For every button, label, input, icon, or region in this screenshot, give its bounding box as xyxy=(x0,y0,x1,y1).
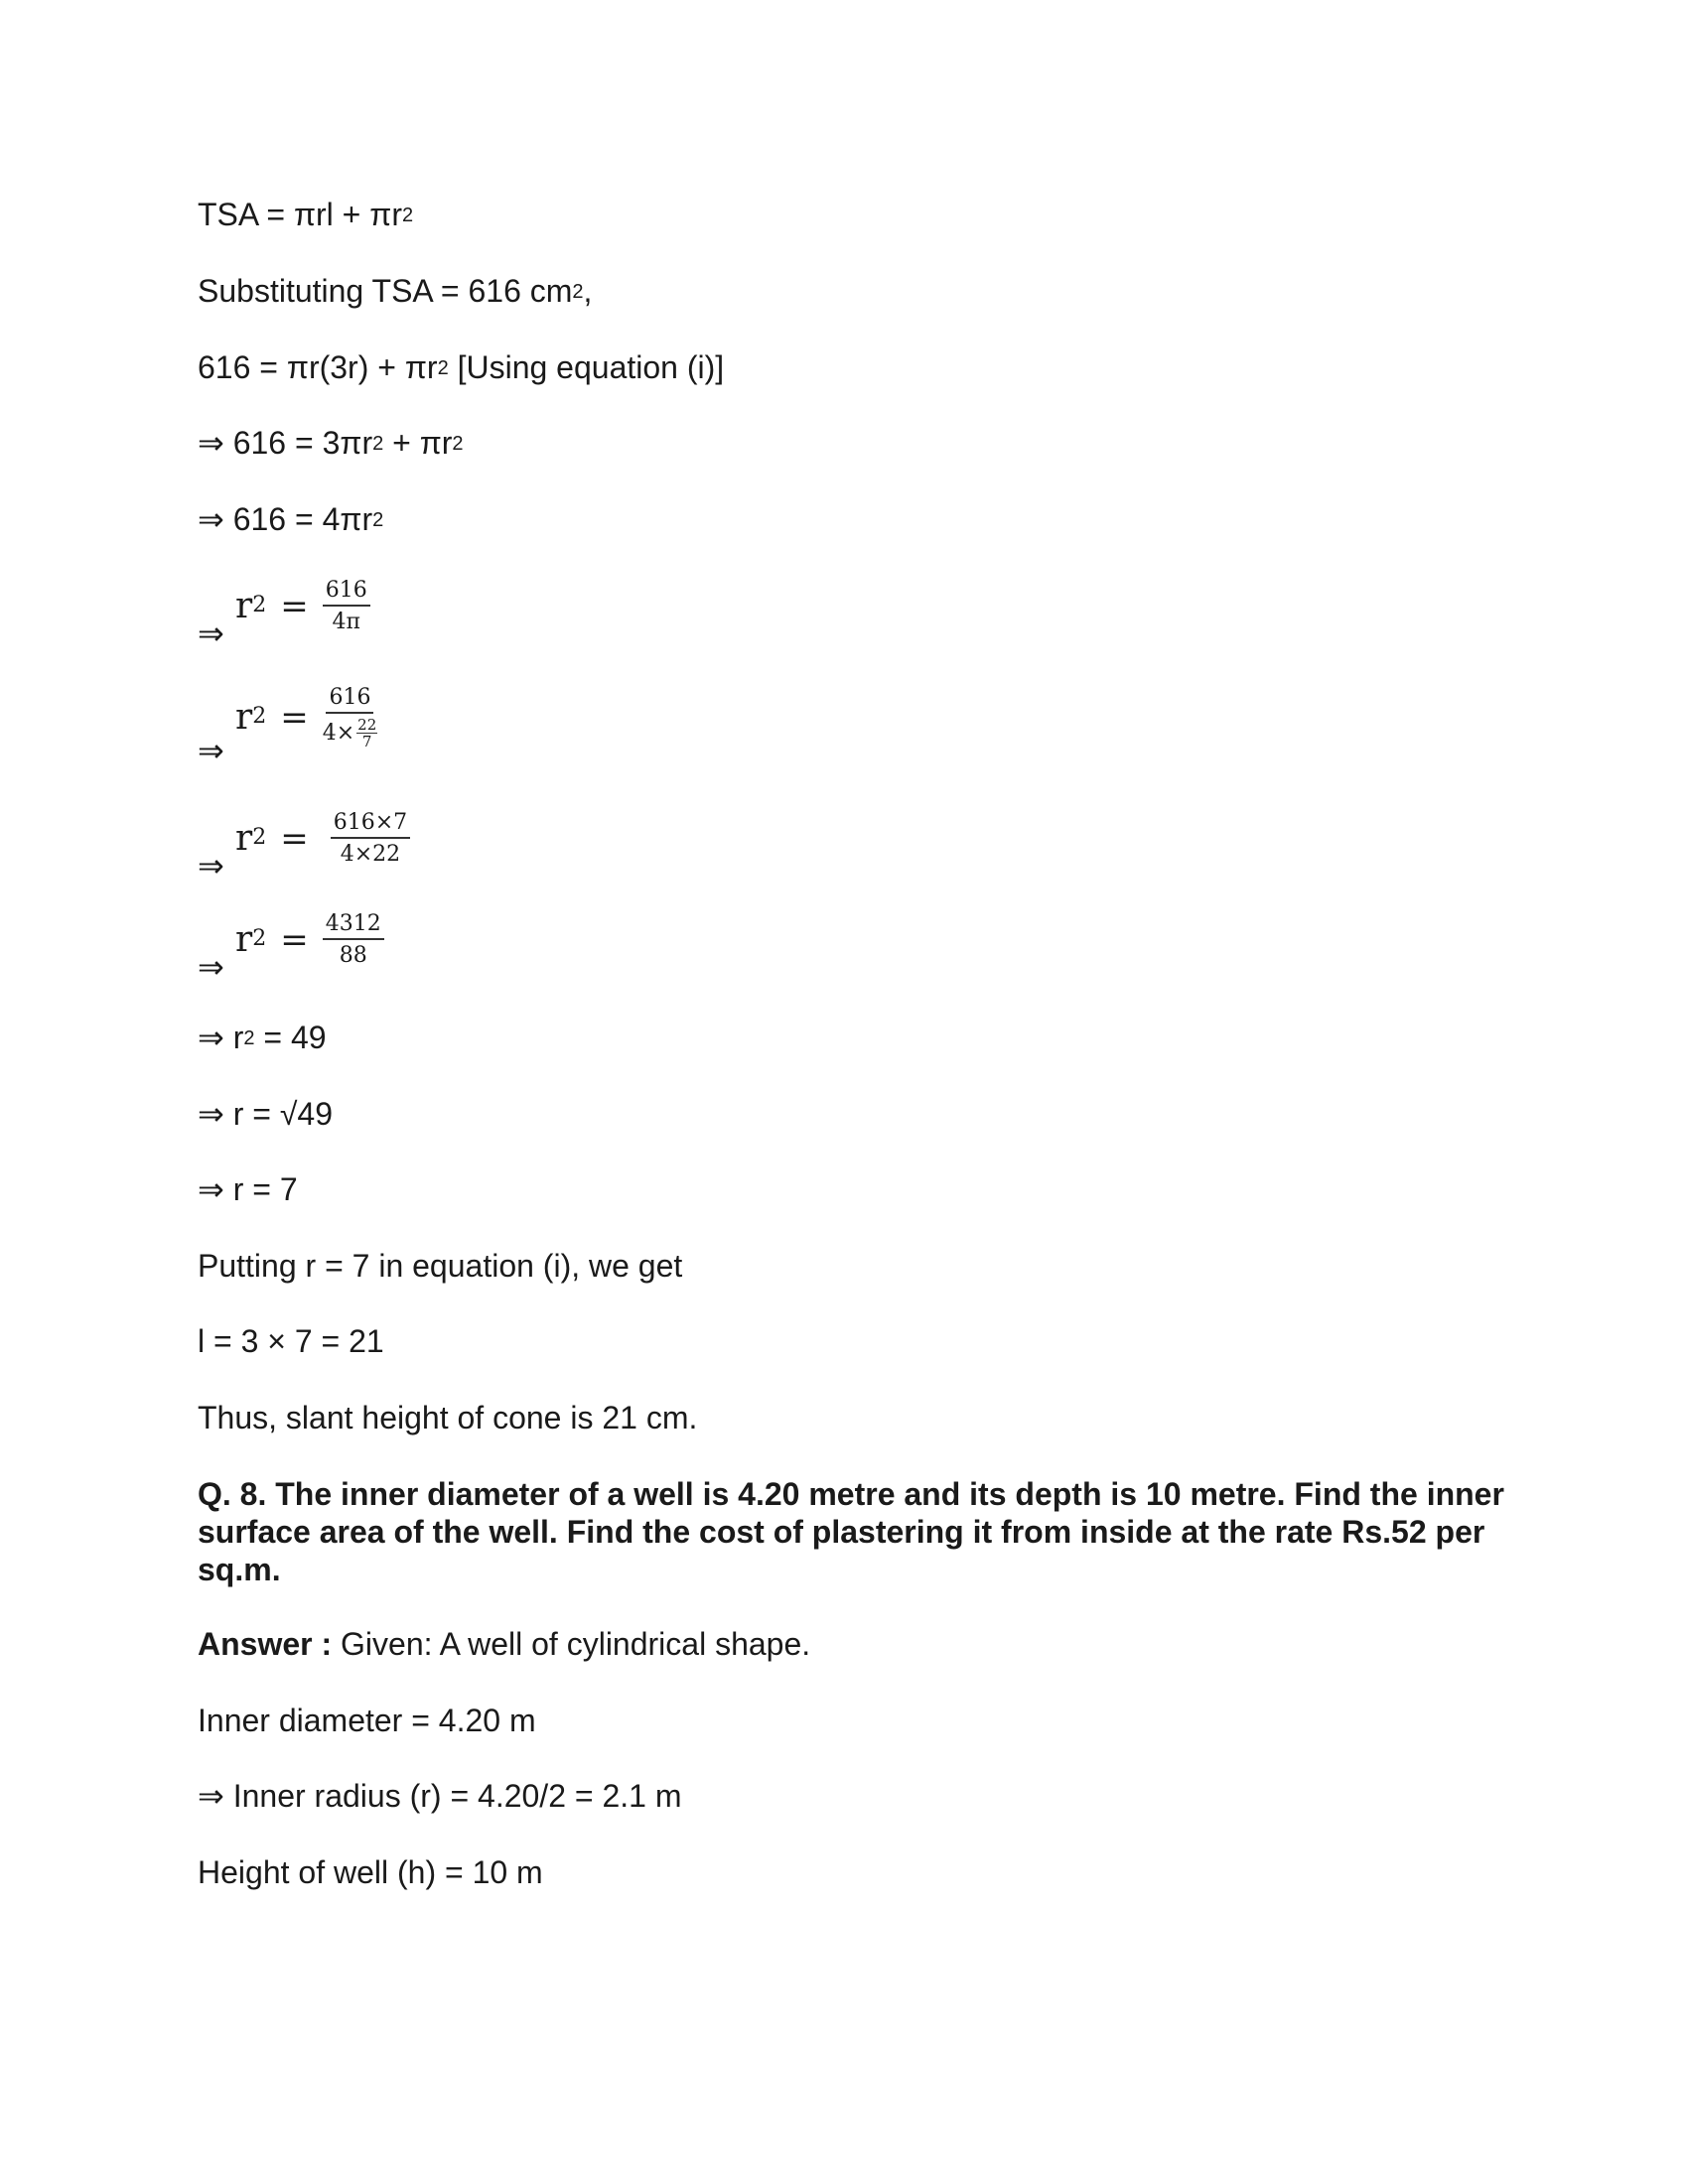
step-text: ⇒ 616 = 4πr xyxy=(198,501,373,537)
implies-arrow: ⇒ xyxy=(198,733,224,768)
exponent: 2 xyxy=(437,357,449,379)
fraction-expression xyxy=(235,578,370,634)
equals-sign: = xyxy=(280,586,309,626)
numerator: 616×7 xyxy=(331,810,410,839)
implies-arrow: ⇒ xyxy=(198,848,224,884)
exponent: 2 xyxy=(452,433,464,455)
putting-line: Putting r = 7 in equation (i), we get xyxy=(198,1248,683,1284)
exponent: 2 xyxy=(372,509,384,531)
r-variable: $r^2$ xyxy=(235,697,267,738)
answer-label: Answer : xyxy=(198,1626,333,1662)
exponent: 2 xyxy=(401,205,414,226)
r-variable: $r^2$ xyxy=(235,919,267,960)
numerator: 616 xyxy=(323,578,370,607)
step-4pir2-line xyxy=(198,499,383,544)
answer-text: Given: A well of cylindrical shape. xyxy=(332,1626,811,1662)
fraction xyxy=(323,685,378,750)
denominator: 4× $\frac{22}{7}$ xyxy=(322,716,377,751)
substituting-line xyxy=(198,271,592,316)
nested-fraction: $\frac{22}{7}$ xyxy=(357,716,377,751)
step-text: ⇒ r xyxy=(198,1020,244,1055)
conclusion-line: Thus, slant height of cone is 21 cm. xyxy=(198,1400,698,1435)
substituting-tail: , xyxy=(583,273,593,309)
step-r2-49-line xyxy=(198,1018,327,1062)
step-sqrt-line: ⇒ r = √49 xyxy=(198,1096,333,1132)
fraction xyxy=(331,810,410,867)
equation-using-line xyxy=(198,347,724,392)
step-text: = 49 xyxy=(254,1020,327,1055)
fraction xyxy=(323,578,370,634)
denominator: 4π xyxy=(332,610,360,634)
fraction xyxy=(323,911,384,968)
l-value-line: l = 3 × 7 = 21 xyxy=(198,1323,384,1359)
r-variable: $r^2$ xyxy=(235,818,267,859)
tsa-formula-text: TSA = πrl + πr xyxy=(198,197,402,232)
step-text: ⇒ 616 = 3πr xyxy=(198,425,373,461)
r-variable: $r^2$ xyxy=(235,586,267,626)
step-r7-line: ⇒ r = 7 xyxy=(198,1171,298,1207)
answer-line xyxy=(198,1624,810,1664)
equation-note: [Using equation (i)] xyxy=(448,349,725,385)
tsa-formula-line xyxy=(198,195,413,239)
equals-sign: = xyxy=(280,818,309,859)
equals-sign: = xyxy=(280,919,309,960)
exponent: 2 xyxy=(243,1027,255,1049)
inner-diameter-line: Inner diameter = 4.20 m xyxy=(198,1703,536,1738)
implies-arrow: ⇒ xyxy=(198,615,224,651)
equation-text: 616 = πr(3r) + πr xyxy=(198,349,438,385)
substituting-text: Substituting TSA = 616 cm xyxy=(198,273,573,309)
denominator: 88 xyxy=(339,943,367,968)
exponent: 2 xyxy=(372,433,384,455)
numerator: 616 xyxy=(326,685,373,714)
implies-arrow: ⇒ xyxy=(198,949,224,985)
exponent: 2 xyxy=(572,281,584,303)
fraction-expression xyxy=(235,810,410,867)
denominator: 4×22 xyxy=(340,842,401,867)
height-line: Height of well (h) = 10 m xyxy=(198,1854,543,1890)
inner-radius-line: ⇒ Inner radius (r) = 4.20/2 = 2.1 m xyxy=(198,1778,682,1814)
fraction-expression xyxy=(235,685,377,750)
step-3pir2-line xyxy=(198,423,464,468)
equals-sign: = xyxy=(280,697,309,738)
step-text: + πr xyxy=(383,425,453,461)
fraction-expression xyxy=(235,911,384,968)
question-8: Q. 8. The inner diameter of a well is 4.20 metre and its depth is 10 metre. Find the inner surface area of the well. Find the cost of plastering it from inside at the rate Rs.52 per sq.m. xyxy=(198,1476,1504,1587)
numerator: 4312 xyxy=(323,911,384,940)
